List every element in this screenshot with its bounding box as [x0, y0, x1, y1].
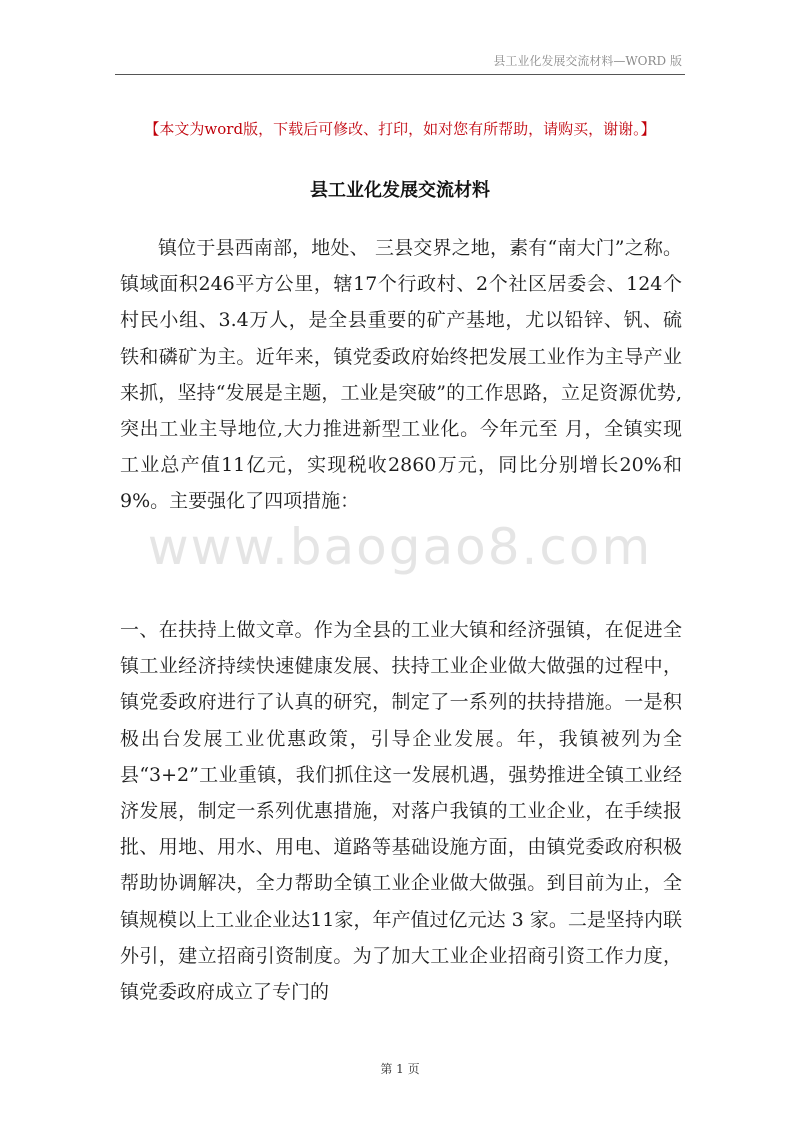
- document-title: 县工业化发展交流材料: [310, 180, 490, 201]
- running-header: 县工业化发展交流材料—WORD 版: [493, 54, 682, 68]
- header-divider: [115, 74, 685, 75]
- watermark: www.baogao8.com: [147, 518, 653, 576]
- page-number: 第 1 页: [380, 1062, 420, 1076]
- paragraph-section-one: 一、在扶持上做文章。作为全县的工业大镇和经济强镇，在促进全镇工业经济持续快速健康发展、扶持工业企业做大做强的过程中，镇党委政府进行了认真的研究，制定了一系列的扶持措施。一是积极出台发展工业优惠政策，引导企业发展。年，我镇被列为全县“3+2”工业重镇，我们抓住这一发展机遇，强势推进全镇工业经济发展，制定一系列优惠措施，对落户我镇的工业企业，在手续报批、用地、用水、用电、道路等基础设施方面，由镇党委政府积极帮助协调解决，全力帮助全镇工业企业做大做强。到目前为止，全镇规模以上工业企业达11家，年产值过亿元达 3 家。二是坚持内联外引，建立招商引资制度。为了加大工业企业招商引资工作力度，镇党委政府成立了专门的: [120, 619, 682, 1004]
- download-notice: 【本文为word版，下载后可修改、打印，如对您有所帮助，请购买，谢谢。】: [144, 120, 656, 138]
- paragraph-intro: 镇位于县西南部，地处、 三县交界之地，素有“南大门”之称。镇域面积246平方公里，辖17个行政村、2个社区居委会、124个村民小组、3.4万人，是全县重要的矿产基地，尤以铅锌、钒、硫铁和磷矿为主。近年来，镇党委政府始终把发展工业作为主导产业来抓，坚持“发展是主题，工业是突破”的工作思路，立足资源优势, 突出工业主导地位,大力推进新型工业化。今年元至 月，全镇实现工业总产值11亿元，实现税收2860万元，同比分别增长20%和9%。主要强化了四项措施：: [120, 237, 682, 513]
